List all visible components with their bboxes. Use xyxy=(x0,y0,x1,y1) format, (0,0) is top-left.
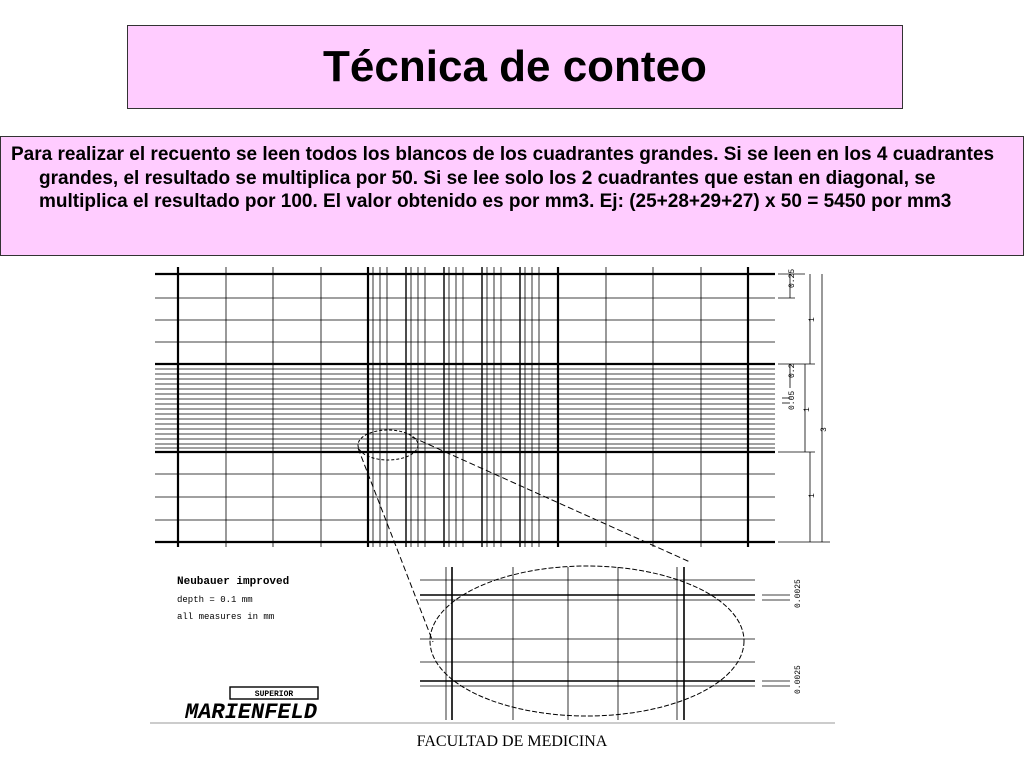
chamber-name-label: Neubauer improved xyxy=(177,576,290,588)
main-grid xyxy=(155,267,775,547)
dim-label-3: 3 xyxy=(820,427,829,432)
description-box xyxy=(0,136,1024,256)
zoom-dim-label-2: 0.0025 xyxy=(794,665,803,694)
dim-label-1c: 1 xyxy=(808,493,817,498)
dim-label-02: 0.2 xyxy=(788,363,797,378)
magnifier-indicator xyxy=(358,430,690,642)
dim-label-025: 0.25 xyxy=(788,268,797,288)
brand-badge-text: SUPERIOR xyxy=(254,690,294,699)
brand-name-text: MARIENFELD xyxy=(185,700,318,725)
slide-title: Técnica de conteo xyxy=(323,42,707,91)
title-box xyxy=(127,25,903,109)
marienfeld-logo xyxy=(184,687,318,725)
dim-label-1a: 1 xyxy=(808,317,817,322)
dim-label-1b: 1 xyxy=(803,407,812,412)
hemocytometer-grid-figure xyxy=(150,262,835,727)
zoom-dim-label-1: 0.0025 xyxy=(794,579,803,608)
zoom-inset xyxy=(420,566,790,720)
measures-label: all measures in mm xyxy=(177,612,275,622)
dim-label-005: 0.05 xyxy=(788,390,797,410)
description-text: Para realizar el recuento se leen todos los blancos de los cuadrantes grandes. Si se leen en los 4 cuadrantes grandes, el resultado se multiplica por 50. Si se lee solo los 2 cuadrantes que estan en diagonal, se multiplica el resultado por 100. El valor obtenido es por mm3. Ej: (25+28+29+27) x 50 = 5450 por mm3 xyxy=(11,144,995,212)
footer-text: FACULTAD DE MEDICINA xyxy=(416,733,608,750)
depth-label: depth = 0.1 mm xyxy=(177,595,253,605)
neubauer-chamber-diagram xyxy=(150,262,835,727)
